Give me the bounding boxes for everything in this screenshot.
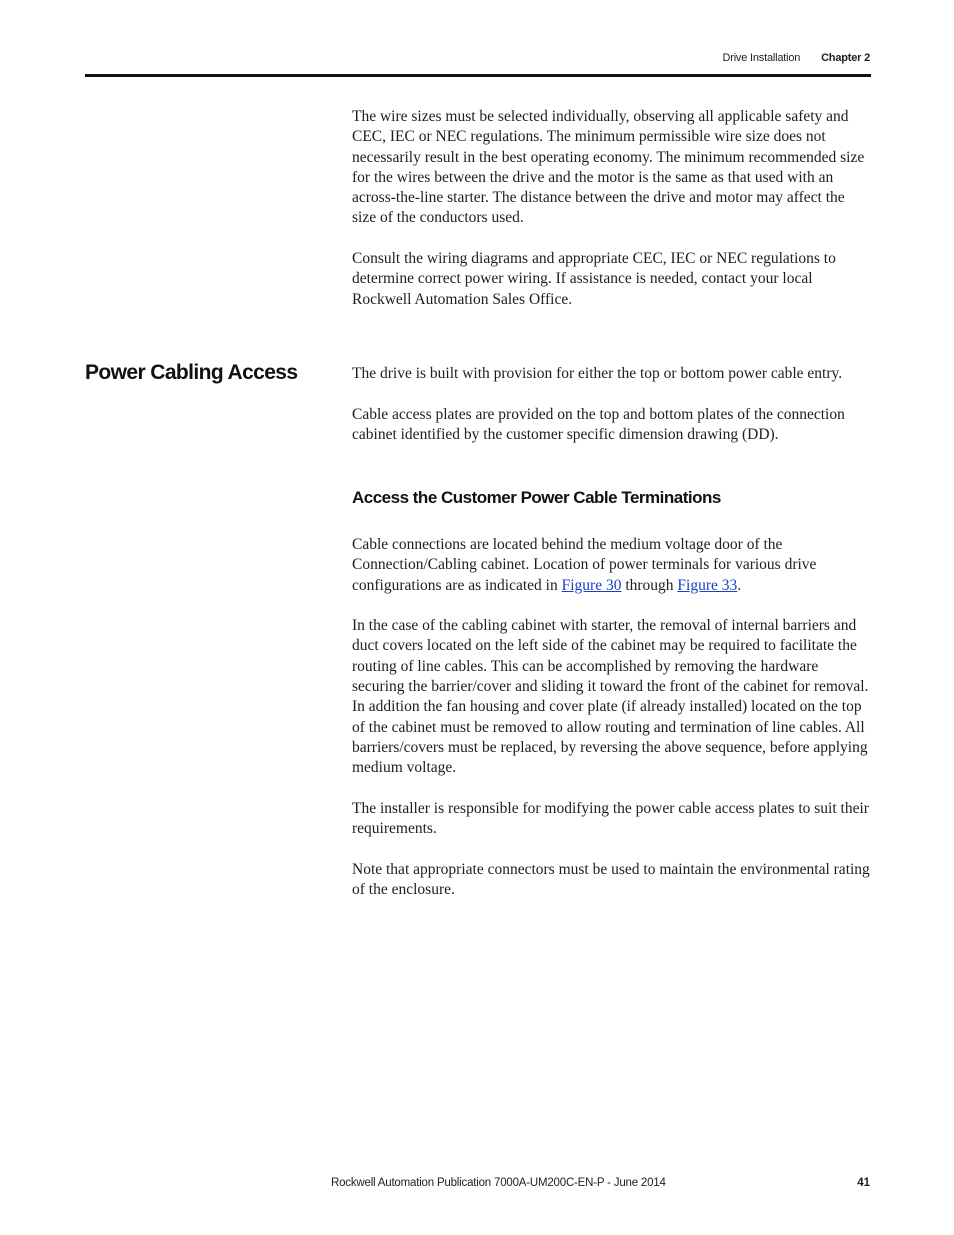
terminations-text-before: Cable connections are located behind the medium voltage door of the Connection/Cabling cabinet. Location of power terminals for various drive configurations are as indicated in [352, 536, 817, 594]
power-cabling-paragraph-entry: The drive is built with provision for either the top or bottom power cable entry. [352, 365, 843, 382]
power-cabling-paragraph-plates: Cable access plates are provided on the top and bottom plates of the connection cabinet identified by the customer specific dimension drawing (DD). [352, 405, 845, 443]
running-header [722, 52, 870, 64]
intro-text-block [352, 107, 872, 330]
figure-30-link[interactable]: Figure 30 [561, 576, 622, 594]
terminations-paragraph-installer: The installer is responsible for modifying the power cable access plates to suit their requirements. [352, 799, 869, 838]
header-section-title: Drive Installation [722, 52, 801, 64]
header-chapter-label: Chapter 2 [821, 52, 870, 64]
footer-publication: Rockwell Automation Publication 7000A-UM200C-EN-P - June 2014 [331, 1177, 666, 1189]
terminations-paragraph-barriers: In the case of the cabling cabinet with starter, the removal of internal barriers and duct covers located on the left side of the cabinet may be required to facilitate the routing of line cables. This can be accomplished by removing the hardware securing the barrier/cover and sliding it toward the front of the cabinet for removal. In addition the fan housing and cover plate (if already installed) located on the top of the cabinet must be removed to allow routing and termination of line cables. All barriers/covers must be replaced, by reversing the above sequence, before applying medium voltage. [352, 617, 869, 777]
terminations-paragraph-connectors: Note that appropriate connectors must be used to maintain the environmental rating of the enclosure. [352, 860, 870, 899]
terminations-text-block [352, 535, 872, 921]
terminations-paragraph-locations [352, 535, 872, 596]
section-heading-power-cabling-access: Power Cabling Access [85, 361, 298, 384]
intro-paragraph-wire-sizes: The wire sizes must be selected individually, observing all applicable safety and CEC, IEC or NEC regulations. The minimum permissible wire size does not necessarily result in the best operating economy. The minimum recommended size for the wires between the drive and the motor is the same as that used with an across-the-line starter. The distance between the drive and motor may affect the size of the conductors used. [352, 108, 865, 227]
header-rule [85, 74, 871, 77]
page-number: 41 [857, 1177, 870, 1189]
intro-paragraph-consult: Consult the wiring diagrams and appropriate CEC, IEC or NEC regulations to determine correct power wiring. If assistance is needed, contact your local Rockwell Automation Sales Office. [352, 250, 836, 308]
terminations-text-after: . [737, 576, 742, 594]
subsection-heading-cable-terminations: Access the Customer Power Cable Terminations [352, 488, 721, 507]
terminations-text-mid: through [621, 576, 678, 594]
figure-33-link[interactable]: Figure 33 [677, 576, 738, 594]
power-cabling-text-block [352, 364, 872, 465]
